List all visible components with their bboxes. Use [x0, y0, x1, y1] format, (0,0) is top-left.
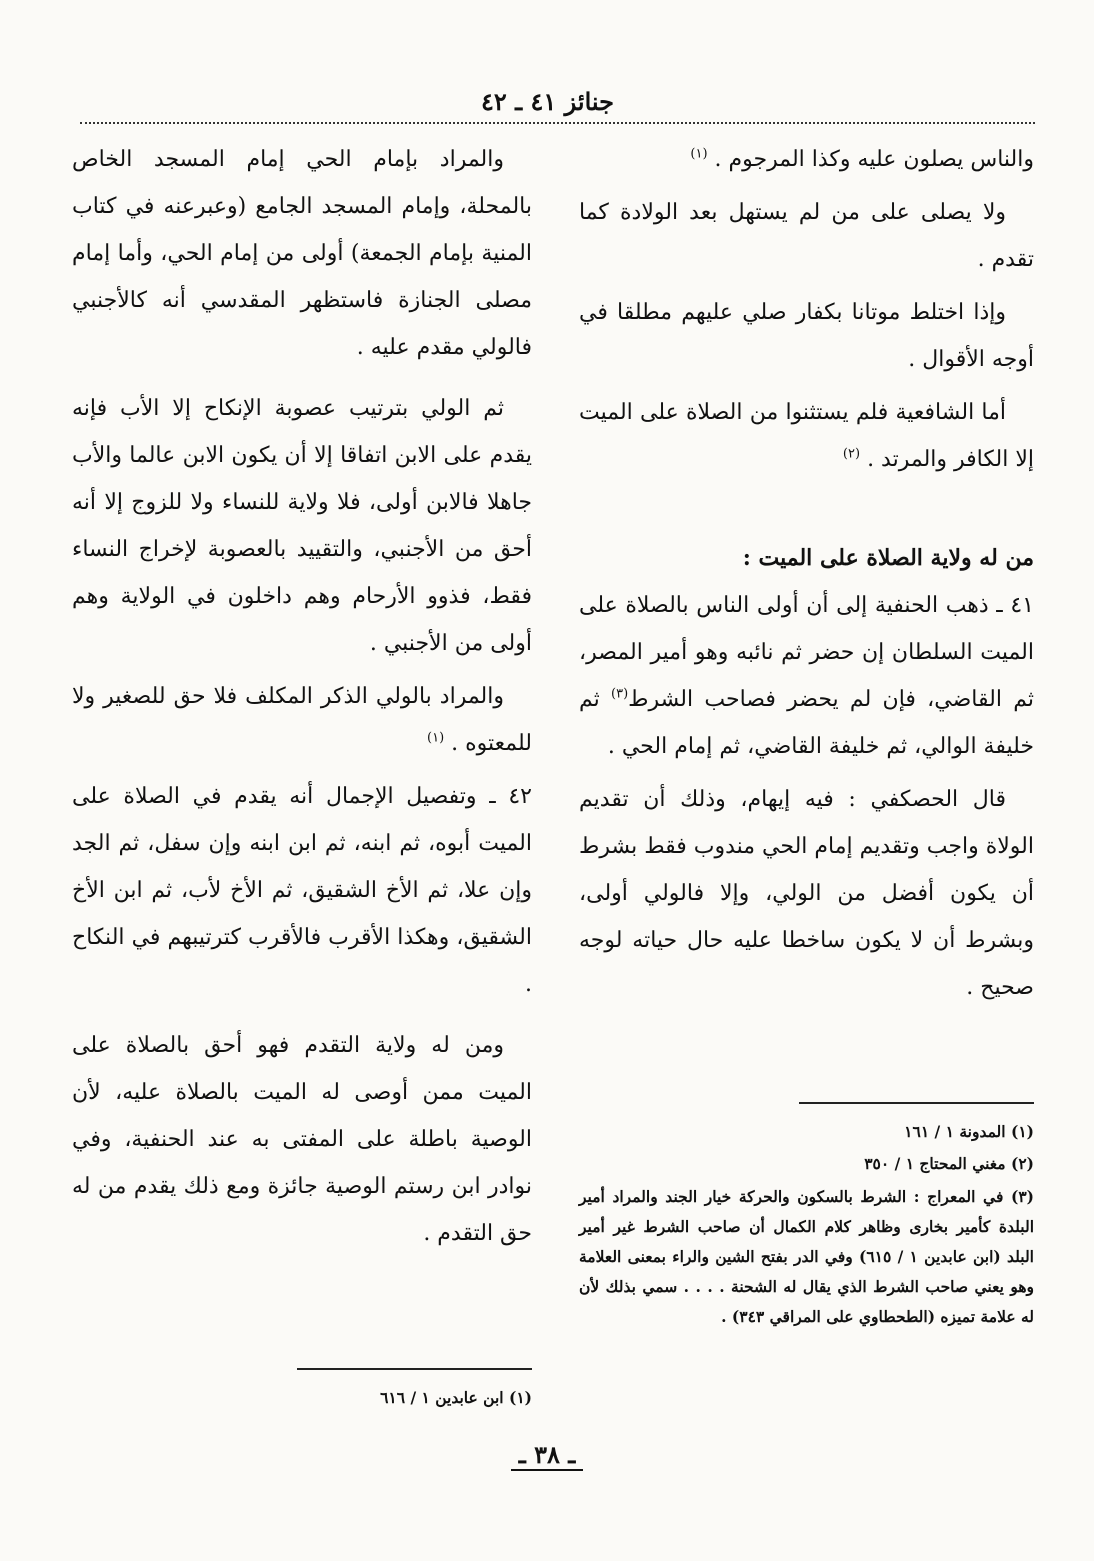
footnote-divider [297, 1368, 532, 1370]
footnotes-right [579, 1102, 1034, 1336]
footnote: (١) المدونة ١ / ١٦١ [904, 1122, 1034, 1141]
paragraph-text: والناس يصلون عليه وكذا المرجوم . [714, 147, 1034, 172]
left-column [72, 136, 532, 1263]
paragraph [579, 136, 1034, 183]
right-column [579, 136, 1034, 1017]
footnote-divider [799, 1102, 1034, 1104]
page-header-title: جنائز ٤١ ـ ٤٢ [481, 87, 614, 116]
footnote-reference: (١) [690, 146, 708, 162]
section-heading: من له ولاية الصلاة على الميت : [742, 545, 1034, 571]
paragraph: وإذا اختلط موتانا بكفار صلي عليهم مطلقا في أوجه الأقوال . [579, 300, 1034, 372]
page-number-text: ـ ٣٨ ـ [511, 1440, 584, 1471]
footnote-reference: (٣) [611, 686, 629, 702]
footnote: (١) ابن عابدين ١ / ٦١٦ [380, 1388, 532, 1407]
paragraph-text: أما الشافعية فلم يستثنوا من الصلاة على الميت إلا الكافر والمرتد . [579, 400, 1034, 472]
page-number [0, 1440, 1094, 1471]
paragraph: ولا يصلى على من لم يستهل بعد الولادة كما تقدم . [579, 200, 1034, 272]
paragraph: ٤٢ ـ وتفصيل الإجمال أنه يقدم في الصلاة على الميت أبوه، ثم ابنه، ثم ابن ابنه وإن سفل، ثم الجد وإن علا، ثم الأخ الشقيق، ثم الأخ لأب، ثم ابن الأخ الشقيق، وهكذا الأقرب فالأقرب كترتيبهم في النكاح . [72, 784, 532, 997]
page-header [60, 86, 1035, 118]
paragraph [579, 582, 1034, 770]
footnotes-left [72, 1368, 532, 1416]
paragraph [579, 389, 1034, 483]
footnote: (٢) مغني المحتاج ١ / ٣٥٠ [864, 1154, 1034, 1173]
footnote-reference: (١) [427, 730, 445, 746]
paragraph-text: ٤١ ـ ذهب الحنفية إلى أن أولى الناس بالصلاة على الميت السلطان إن حضر ثم نائبه وهو أمير المصر، ثم القاضي، فإن لم يحضر فصاحب الشرط [579, 593, 1034, 712]
paragraph: والمراد بإمام الحي إمام المسجد الخاص بالمحلة، وإمام المسجد الجامع (وعبرعنه في كتاب المنية بإمام الجمعة) أولى من إمام الحي، وأما إمام مصلى الجنازة فاستظهر المقدسي أنه كالأجنبي فالولي مقدم عليه . [72, 147, 532, 360]
paragraph: ثم الولي بترتيب عصوبة الإنكاح إلا الأب فإنه يقدم على الابن اتفاقا إلا أن يكون الابن عالما والأب جاهلا فالابن أولى، فلا ولاية للنساء ولا للزوج إلا أنه أحق من الأجنبي، والتقييد بالعصوبة لإخراج النساء فقط، فذوو الأرحام وهم داخلون في الولاية وهم أولى من الأجنبي . [72, 396, 532, 656]
paragraph-text: والمراد بالولي الذكر المكلف فلا حق للصغير ولا للمعتوه . [72, 684, 532, 756]
footnote: (٣) في المعراج : الشرط بالسكون والحركة خيار الجند والمراد أمير البلدة كأمير بخارى وظاهر كلام الكمال أن صاحب الشرط غير أمير البلد (ابن عابدين ١ / ٦١٥) وفي الدر بفتح الشين والراء بمعنى العلامة وهو يعني صاحب الشرط الذي يقال له الشحنة . . . . سمي بذلك لأن له علامة تميزه (الطحطاوي على المراقي ٣٤٣) . [579, 1187, 1034, 1326]
paragraph-text: ثم خليفة الوالي، ثم خليفة القاضي، ثم إمام الحي . [579, 687, 1034, 759]
footnote-reference: (٢) [842, 446, 861, 462]
paragraph [72, 673, 532, 767]
paragraph: ومن له ولاية التقدم فهو أحق بالصلاة على الميت ممن أوصى له الميت بالصلاة عليه، لأن الوصية باطلة على المفتى به عند الحنفية، وفي نوادر ابن رستم الوصية جائزة ومع ذلك يقدم من له حق التقدم . [72, 1033, 532, 1246]
header-divider [80, 122, 1035, 124]
paragraph: قال الحصكفي : فيه إيهام، وذلك أن تقديم الولاة واجب وتقديم إمام الحي مندوب فقط بشرط أن يكون أفضل من الولي، وإلا فالولي أولى، وبشرط أن لا يكون ساخطا عليه حال حياته لوجه صحيح . [579, 787, 1034, 1000]
